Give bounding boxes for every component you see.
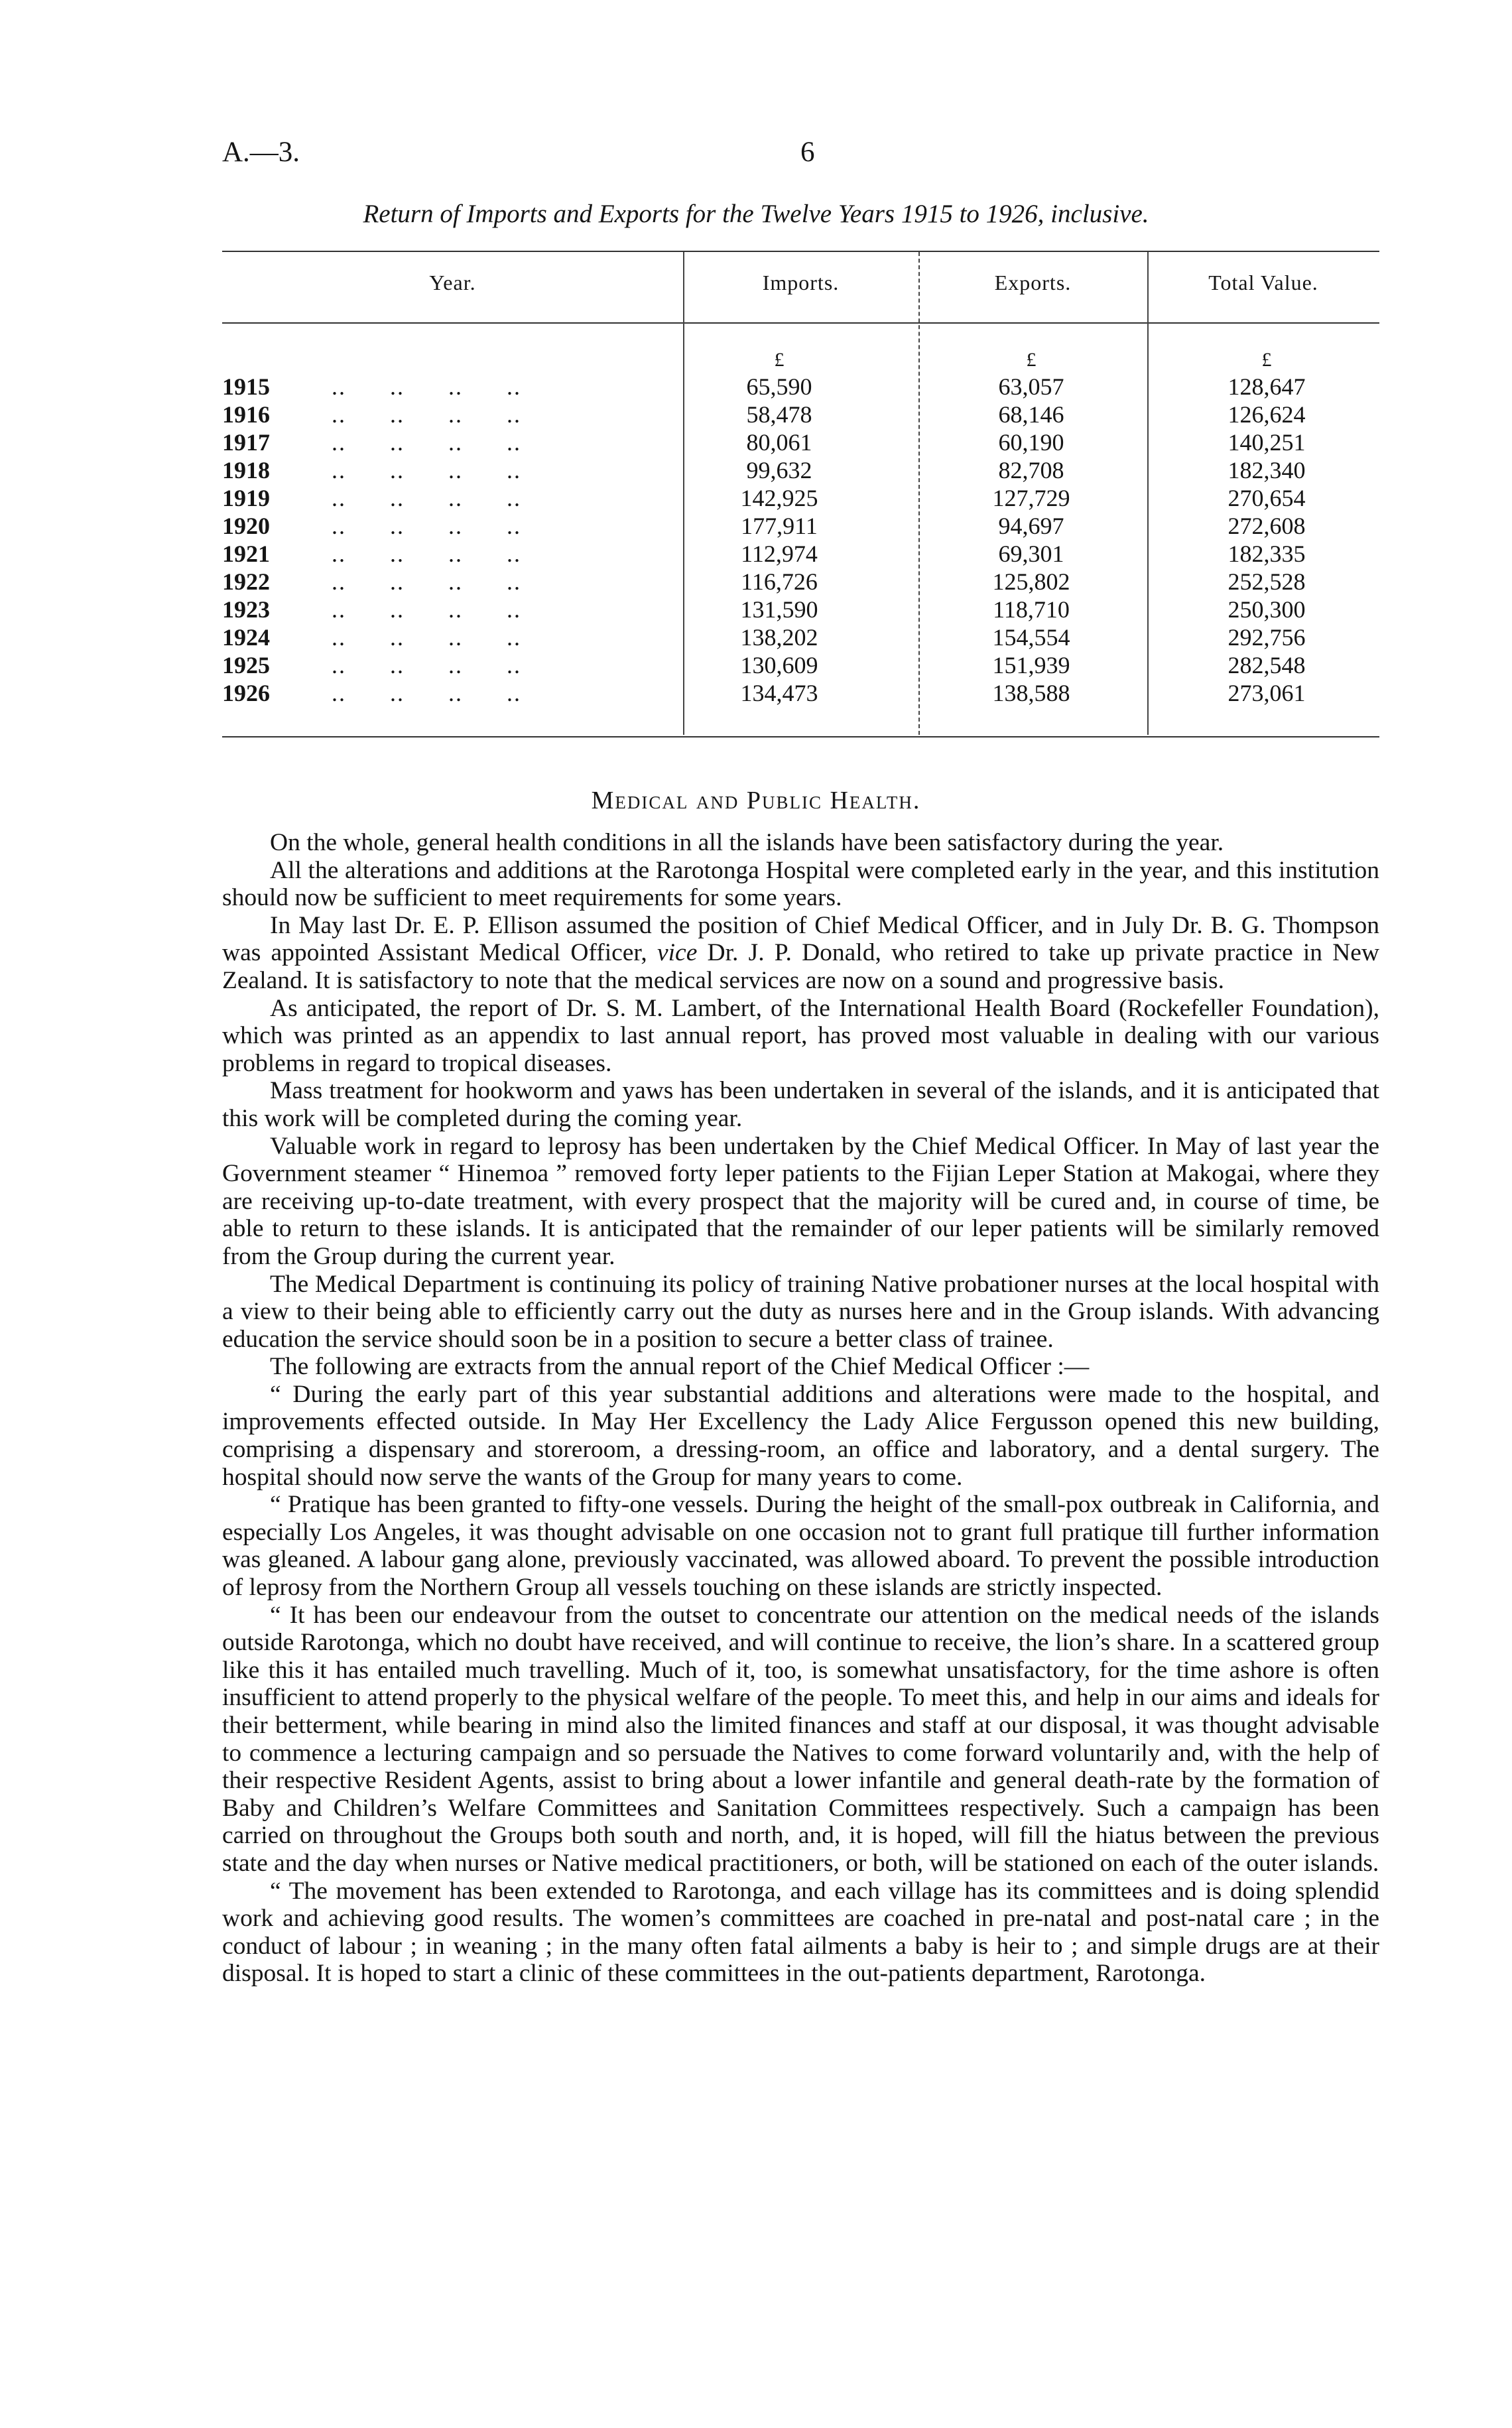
- imports-cell: 99,632: [746, 457, 812, 483]
- exports-cell: 138,588: [992, 680, 1070, 706]
- exports-cell: 125,802: [992, 568, 1070, 595]
- imports-cell: 142,925: [740, 485, 818, 511]
- paragraph: As anticipated, the report of Dr. S. M. Lambert, of the International Health Board (Rockefeller Foundation), which was printed as an appendix to last annual report, has proved most valuable in dealing with our various problems in regard to tropical diseases.: [222, 994, 1379, 1077]
- table-row: [0, 401, 1512, 428]
- imports-cell: 177,911: [741, 513, 818, 539]
- total-cell: 126,624: [1228, 401, 1306, 428]
- column-header-year: Year.: [429, 271, 476, 294]
- year-cell: 1920: [222, 513, 270, 539]
- table-caption: Return of Imports and Exports for the Twelve Years 1915 to 1926, inclusive.: [363, 200, 1149, 228]
- paragraph: “ Pratique has been granted to fifty-one vessels. During the height of the small-pox outbreak in California, and especially Los Angeles, it was thought advisable on one occasion not to grant full pratique till further information was gleaned. A labour gang alone, previously vaccinated, was allowed aboard. To prevent the possible introduction of leprosy from the Northern Group all vessels touching on these islands are strictly inspected.: [222, 1491, 1379, 1602]
- table-row: [0, 623, 1512, 651]
- total-cell: 182,335: [1228, 541, 1306, 567]
- imports-cell: 112,974: [741, 541, 818, 567]
- exports-cell: 118,710: [993, 596, 1070, 623]
- section-heading: Medical and Public Health.: [591, 787, 921, 814]
- paragraph: Mass treatment for hookworm and yaws has been undertaken in several of the islands, and it is anticipated that this work will be completed during the coming year.: [222, 1077, 1379, 1132]
- paragraph: “ It has been our endeavour from the outset to concentrate our attention on the medical needs of the islands outside Rarotonga, which no doubt have received, and will continue to receive, the lion’s share. In a scattered group like this it has entailed much travelling. Much of it, too, is somewhat unsatisfactory, for the time ashore is often insufficient to attend properly to the physical welfare of the people. To meet this, and help in our aims and ideals for their betterment, while bearing in mind also the limited finances and staff at our disposal, it was thought advisable to commence a lecturing campaign and so persuade the Natives to come forward voluntarily and, with the help of their respective Resident Agents, assist to bring about a lower infantile and general death-rate by the formation of Baby and Children’s Welfare Committees and Sanitation Committees respectively. Such a campaign has been carried on throughout the Groups both south and north, and, it is hoped, will fill the hiatus between the previous state and the day when nurses or Native medical practitioners, or both, will be stationed on each of the outer islands.: [222, 1601, 1379, 1877]
- table-row: [0, 428, 1512, 456]
- leader-dots: .. .. .. ..: [332, 568, 521, 595]
- year-cell: 1926: [222, 680, 270, 706]
- total-cell: 273,061: [1228, 680, 1306, 706]
- exports-cell: 151,939: [992, 652, 1070, 678]
- year-cell: 1921: [222, 541, 270, 567]
- year-cell: 1918: [222, 457, 270, 483]
- total-cell: 282,548: [1228, 652, 1306, 678]
- table-bottom-rule: [222, 736, 1379, 737]
- table-row: [0, 651, 1512, 679]
- leader-dots: .. .. .. ..: [332, 373, 521, 400]
- leader-dots: .. .. .. ..: [332, 624, 521, 651]
- imports-cell: 80,061: [746, 429, 812, 456]
- paragraph: In May last Dr. E. P. Ellison assumed the position of Chief Medical Officer, and in July Dr. B. G. Thompson was appointed Assistant Medical Officer, vice Dr. J. P. Donald, who retired to take up private practice in New Zealand. It is satisfactory to note that the medical services are now on a sound and progressive basis.: [222, 911, 1379, 994]
- leader-dots: .. .. .. ..: [332, 541, 521, 567]
- table-header-rule: [222, 322, 1379, 324]
- total-cell: 272,608: [1228, 513, 1306, 539]
- total-cell: 252,528: [1228, 568, 1306, 595]
- column-header-exports: Exports.: [994, 271, 1072, 294]
- latin-term: vice: [657, 939, 698, 967]
- currency-symbol: £: [1026, 349, 1037, 371]
- table-top-rule: [222, 251, 1379, 252]
- total-cell: 128,647: [1228, 373, 1306, 400]
- table-row: [0, 456, 1512, 484]
- leader-dots: .. .. .. ..: [332, 596, 521, 623]
- paragraph: The Medical Department is continuing its policy of training Native probationer nurses at the local hospital with a view to their being able to efficiently carry out the duty as nurses here and in the Group islands. With advancing education the service should soon be in a position to secure a better class of trainee.: [222, 1270, 1379, 1353]
- total-cell: 292,756: [1228, 624, 1306, 651]
- column-header-imports: Imports.: [762, 271, 840, 294]
- leader-dots: .. .. .. ..: [332, 680, 521, 706]
- exports-cell: 82,708: [998, 457, 1064, 483]
- year-cell: 1917: [222, 429, 270, 456]
- exports-cell: 94,697: [998, 513, 1064, 539]
- paragraph: “ During the early part of this year substantial additions and alterations were made to the hospital, and improvements effected outside. In May Her Excellency the Lady Alice Fergusson opened this new building, comprising a dispensary and storeroom, a dressing-room, an office and laboratory, and a dental surgery. The hospital should now serve the wants of the Group for many years to come.: [222, 1380, 1379, 1491]
- leader-dots: .. .. .. ..: [332, 652, 521, 678]
- year-cell: 1925: [222, 652, 270, 678]
- total-cell: 140,251: [1228, 429, 1306, 456]
- imports-cell: 131,590: [740, 596, 818, 623]
- paragraph: The following are extracts from the annual report of the Chief Medical Officer :—: [270, 1353, 1090, 1381]
- year-cell: 1923: [222, 596, 270, 623]
- exports-cell: 69,301: [998, 541, 1064, 567]
- page-number: 6: [800, 137, 815, 168]
- imports-cell: 58,478: [746, 401, 812, 428]
- table-row: [0, 484, 1512, 512]
- section-body: [222, 829, 1379, 1988]
- document-reference: A.—3.: [222, 137, 300, 168]
- table-row: [0, 540, 1512, 568]
- total-cell: 270,654: [1228, 485, 1306, 511]
- table-row: [0, 679, 1512, 707]
- imports-cell: 116,726: [741, 568, 818, 595]
- exports-cell: 63,057: [998, 373, 1064, 400]
- imports-cell: 130,609: [740, 652, 818, 678]
- year-cell: 1922: [222, 568, 270, 595]
- table-row: [0, 512, 1512, 540]
- leader-dots: .. .. .. ..: [332, 485, 521, 511]
- column-header-total-value: Total Value.: [1208, 271, 1318, 294]
- year-cell: 1915: [222, 373, 270, 400]
- paragraph: All the alterations and additions at the Rarotonga Hospital were completed early in the year, and this institution should now be sufficient to meet requirements for some years.: [222, 856, 1379, 912]
- year-cell: 1919: [222, 485, 270, 511]
- table-row: [0, 568, 1512, 596]
- currency-symbol: £: [774, 349, 785, 371]
- year-cell: 1916: [222, 401, 270, 428]
- exports-cell: 154,554: [992, 624, 1070, 651]
- imports-cell: 134,473: [740, 680, 818, 706]
- exports-cell: 60,190: [998, 429, 1064, 456]
- imports-cell: 138,202: [740, 624, 818, 651]
- paragraph: Valuable work in regard to leprosy has been undertaken by the Chief Medical Officer. In May of last year the Government steamer “ Hinemoa ” removed forty leper patients to the Fijian Leper Station at Makogai, where they are receiving up-to-date treatment, with every prospect that the majority will be cured and, in course of time, be able to return to these islands. It is anticipated that the remainder of our leper patients will be similarly removed from the Group during the current year.: [222, 1132, 1379, 1270]
- paragraph: “ The movement has been extended to Rarotonga, and each village has its committees and is doing splendid work and achieving good results. The women’s committees are coached in pre-natal and post-natal care ; in the conduct of labour ; in weaning ; in the many often fatal ailments a baby is heir to ; and simple drugs are at their disposal. It is hoped to start a clinic of these committees in the out-patients department, Rarotonga.: [222, 1877, 1379, 1988]
- exports-cell: 68,146: [998, 401, 1064, 428]
- leader-dots: .. .. .. ..: [332, 429, 521, 456]
- exports-cell: 127,729: [992, 485, 1070, 511]
- total-cell: 182,340: [1228, 457, 1306, 483]
- leader-dots: .. .. .. ..: [332, 457, 521, 483]
- table-row: [0, 373, 1512, 401]
- year-cell: 1924: [222, 624, 270, 651]
- total-cell: 250,300: [1228, 596, 1306, 623]
- leader-dots: .. .. .. ..: [332, 513, 521, 539]
- paragraph: On the whole, general health conditions in all the islands have been satisfactory during the year.: [270, 829, 1224, 856]
- currency-symbol: £: [1261, 349, 1272, 371]
- imports-cell: 65,590: [746, 373, 812, 400]
- table-row: [0, 596, 1512, 623]
- leader-dots: .. .. .. ..: [332, 401, 521, 428]
